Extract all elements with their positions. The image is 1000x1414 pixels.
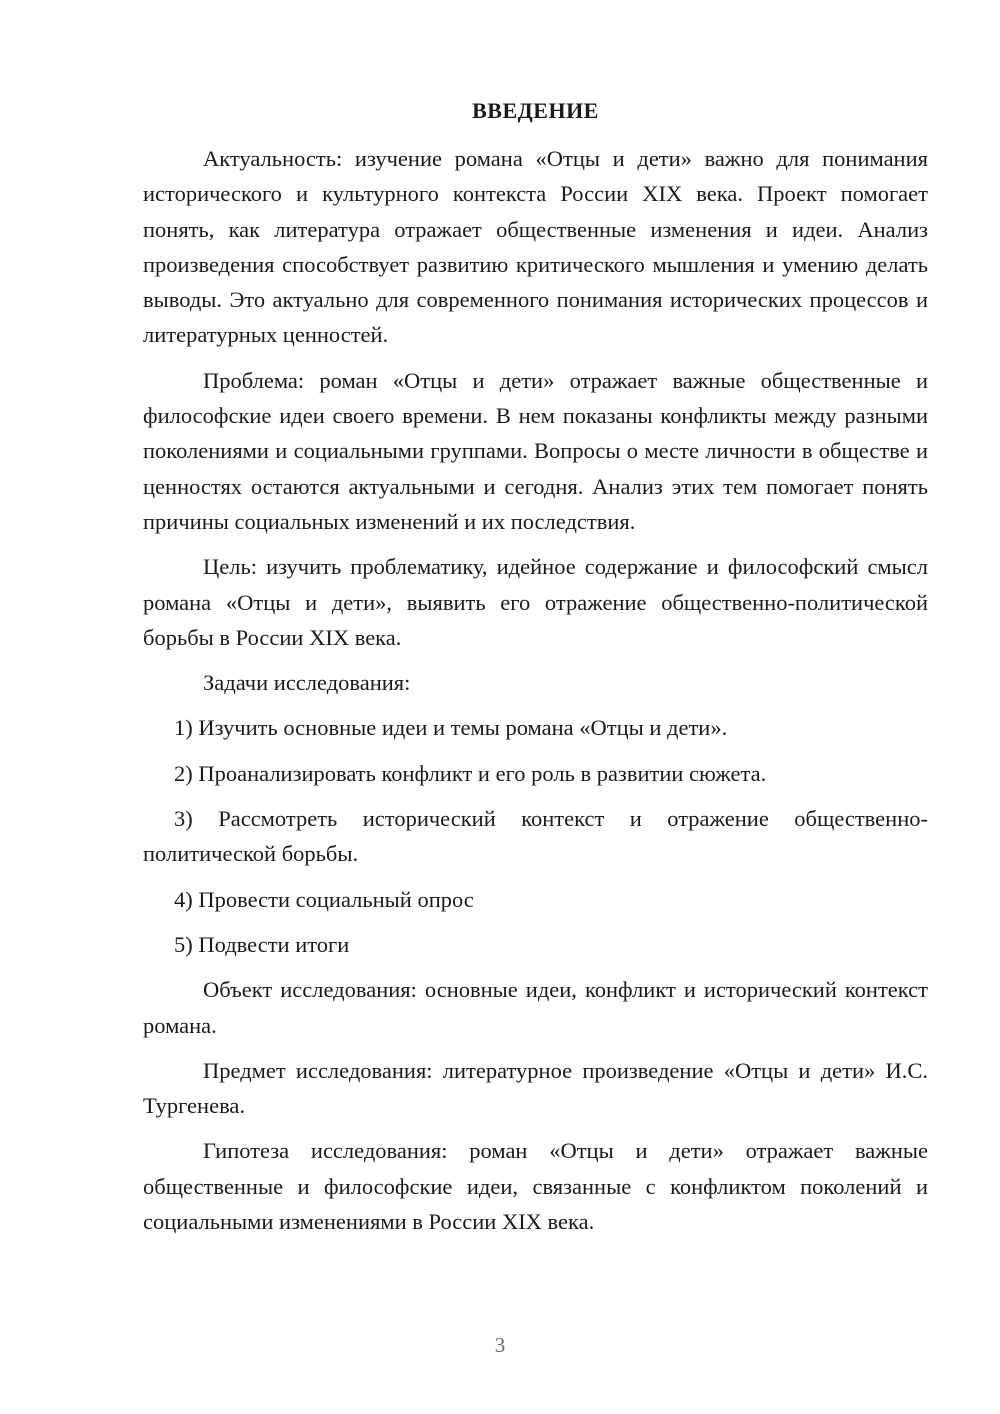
task-item-1: 1) Изучить основные идеи и темы романа «Отцы и дети».: [174, 715, 728, 741]
task-item-3: 3) Рассмотреть исторический контекст и отражение общественно-политической борьбы.: [143, 806, 928, 867]
relevance-paragraph: Актуальность: изучение романа «Отцы и дети» важно для понимания исторического и культурного контекста России XIX века. Проект помогает понять, как литература отражает общественные изменения и идеи. Анализ произведения способствует развитию критического мышления и умению делать выводы. Это актуально для современного понимания исторических процессов и литературных ценностей.: [143, 146, 928, 348]
subject-paragraph: Предмет исследования: литературное произведение «Отцы и дети» И.С. Тургенева.: [143, 1057, 928, 1119]
tasks-heading: Задачи исследования:: [203, 670, 411, 696]
task-item-4: 4) Провести социальный опрос: [174, 886, 474, 912]
hypothesis-paragraph: Гипотеза исследования: роман «Отцы и дети» отражает важные общественные и философские идеи, связанные с конфликтом поколений и социальными изменениями в России XIX века.: [143, 1138, 928, 1235]
page-number: 3: [494, 1333, 506, 1357]
task-item-5: 5) Подвести итоги: [174, 931, 350, 957]
goal-paragraph: Цель: изучить проблематику, идейное содержание и философский смысл романа «Отцы и дети», выявить его отражение общественно-политической борьбы в России XIX века.: [143, 554, 928, 650]
object-paragraph: Объект исследования: основные идеи, конфликт и исторический контекст романа.: [143, 977, 928, 1038]
document-page: [143, 95, 928, 1249]
section-heading: ВВЕДЕНИЕ: [472, 98, 599, 123]
task-item-2: 2) Проанализировать конфликт и его роль в развитии сюжета.: [174, 760, 767, 786]
problem-paragraph: Проблема: роман «Отцы и дети» отражает важные общественные и философские идеи своего времени. В нем показаны конфликты между разными поколениями и социальными группами. Вопросы о месте личности в обществе и ценностях остаются актуальными и сегодня. Анализ этих тем помогает понять причины социальных изменений и их последствия.: [143, 367, 928, 534]
